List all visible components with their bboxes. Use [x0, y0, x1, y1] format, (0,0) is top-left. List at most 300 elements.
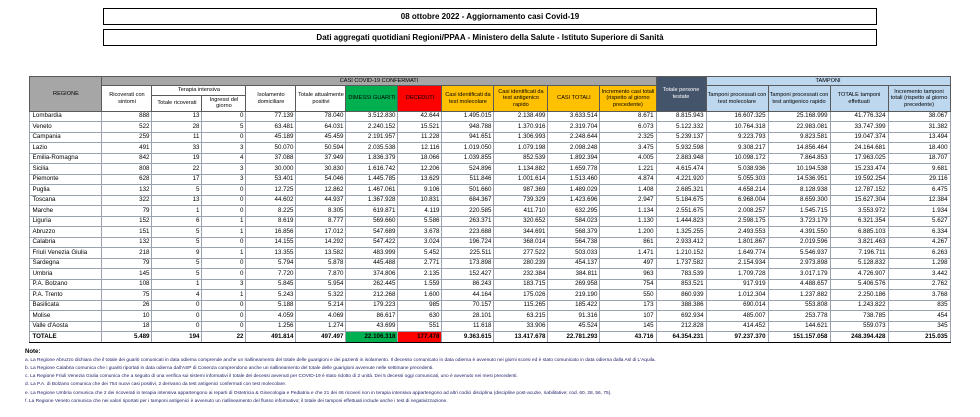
value-cell: 1.134	[600, 206, 656, 217]
value-cell: 584.023	[548, 216, 600, 227]
value-cell: 568.379	[548, 227, 600, 238]
value-cell: 454.137	[548, 258, 600, 269]
value-cell: 1.836.379	[346, 153, 398, 164]
value-cell: 277.522	[494, 248, 548, 259]
value-cell: 78.040	[296, 111, 346, 122]
value-cell: 44.164	[442, 290, 494, 301]
value-cell: 739.329	[494, 195, 548, 206]
value-cell: 860.939	[656, 290, 706, 301]
header-ricoverati-con-sintomi: Ricoverati con sintomi	[102, 86, 152, 111]
value-cell: 18.707	[888, 153, 950, 164]
value-cell: 0	[202, 185, 246, 196]
value-cell: 151.157.058	[768, 332, 830, 343]
value-cell: 4.391.550	[768, 227, 830, 238]
value-cell: 17	[152, 174, 202, 185]
value-cell: 888	[102, 111, 152, 122]
value-cell: 3.475	[600, 143, 656, 154]
value-cell: 6.321.354	[830, 216, 888, 227]
value-cell: 2.240.152	[346, 122, 398, 133]
value-cell: 38.067	[888, 111, 950, 122]
value-cell: 1.039.855	[442, 153, 494, 164]
value-cell: 253.778	[768, 311, 830, 322]
region-name-cell: P.A. Bolzano	[30, 279, 102, 290]
value-cell: 9.223.793	[706, 132, 768, 143]
value-cell: 1.001.614	[494, 174, 548, 185]
value-cell: 368.014	[494, 237, 548, 248]
value-cell: 25.168.999	[768, 111, 830, 122]
value-cell: 45.459	[296, 132, 346, 143]
value-cell: 183.715	[494, 279, 548, 290]
value-cell: 2.762	[888, 279, 950, 290]
value-cell: 1.130	[600, 216, 656, 227]
value-cell: 145	[600, 321, 656, 332]
value-cell: 18.066	[398, 153, 442, 164]
value-cell: 12.787.152	[830, 185, 888, 196]
value-cell: 5.239.137	[656, 132, 706, 143]
value-cell: 86.617	[346, 311, 398, 322]
value-cell: 3.768	[888, 290, 950, 301]
value-cell: 212.268	[346, 290, 398, 301]
value-cell: 132	[102, 185, 152, 196]
value-cell: 1.467.061	[346, 185, 398, 196]
value-cell: 22	[202, 332, 246, 343]
value-cell: 0	[202, 195, 246, 206]
totale-row	[30, 332, 950, 343]
value-cell: 2.250.186	[830, 290, 888, 301]
value-cell: 0	[202, 321, 246, 332]
value-cell: 0	[202, 132, 246, 143]
value-cell: 2.138.499	[494, 111, 548, 122]
value-cell: 2.098.248	[548, 143, 600, 154]
value-cell: 4.615.474	[656, 164, 706, 175]
value-cell: 5.322	[296, 290, 346, 301]
value-cell: 1.513.460	[548, 174, 600, 185]
value-cell: 220.585	[442, 206, 494, 217]
table-row	[30, 227, 950, 238]
value-cell: 4.874	[600, 174, 656, 185]
value-cell: 5.845	[246, 279, 296, 290]
value-cell: 22.983.081	[768, 122, 830, 133]
value-cell: 1.221	[600, 164, 656, 175]
value-cell: 2.598.175	[706, 216, 768, 227]
value-cell: 0	[202, 111, 246, 122]
value-cell: 941.651	[442, 132, 494, 143]
value-cell: 5.627	[888, 216, 950, 227]
value-cell: 1	[202, 216, 246, 227]
value-cell: 1	[202, 248, 246, 259]
notes-section	[25, 349, 955, 405]
header-isolamento-domiciliare: Isolamento domiciliare	[246, 86, 296, 111]
header-dimessi-guariti: DIMESSI GUARITI	[346, 86, 398, 111]
value-cell: 11.618	[442, 321, 494, 332]
value-cell: 5	[152, 269, 202, 280]
value-cell: 232.384	[494, 269, 548, 280]
value-cell: 553.808	[768, 300, 830, 311]
value-cell: 1.134.882	[494, 164, 548, 175]
value-cell: 13.629	[398, 174, 442, 185]
value-cell: 97.237.370	[706, 332, 768, 343]
value-cell: 215.035	[888, 332, 950, 343]
value-cell: 10	[102, 311, 152, 322]
value-cell: 511.846	[442, 174, 494, 185]
value-cell: 5.122.332	[656, 122, 706, 133]
header-incremento-tamponi: Incremento tamponi totali (rispetto al giorno precedente)	[888, 86, 950, 111]
value-cell: 411.710	[494, 206, 548, 217]
value-cell: 5.794	[246, 258, 296, 269]
value-cell: 12.116	[398, 143, 442, 154]
value-cell: 7.196.711	[830, 248, 888, 259]
value-cell: 320.652	[494, 216, 548, 227]
note-item: f. La Regione Veneto comunica che nei valori riportati per i tamponi antigenici è avvenuto un riallineamento del flusso informativo; il totale dei tamponi effettuati include anche i test di negativizzazione.	[25, 398, 448, 404]
title-box-subtitle	[103, 29, 877, 46]
value-cell: 1.325.255	[656, 227, 706, 238]
value-cell: 4.658.214	[706, 185, 768, 196]
value-cell: 564.738	[548, 237, 600, 248]
table-row	[30, 311, 950, 322]
value-cell: 1.649.774	[706, 248, 768, 259]
value-cell: 7.864.853	[768, 153, 830, 164]
value-cell: 13.417.678	[494, 332, 548, 343]
value-cell: 1.659.778	[548, 164, 600, 175]
value-cell: 19	[152, 153, 202, 164]
value-cell: 2.325	[600, 132, 656, 143]
value-cell: 2.493.553	[706, 227, 768, 238]
value-cell: 3.512.830	[346, 111, 398, 122]
value-cell: 3.442	[888, 269, 950, 280]
value-cell: 177.478	[398, 332, 442, 343]
value-cell: 1.298	[888, 258, 950, 269]
value-cell: 8.619	[246, 216, 296, 227]
value-cell: 5.546.937	[768, 248, 830, 259]
value-cell: 151	[102, 227, 152, 238]
value-cell: 9	[152, 248, 202, 259]
value-cell: 152.427	[442, 269, 494, 280]
header-ti-totale-ricoverati: Totale ricoverati	[152, 95, 202, 111]
value-cell: 491.814	[246, 332, 296, 343]
value-cell: 63.481	[246, 122, 296, 133]
value-cell: 26	[102, 300, 152, 311]
region-name-cell: Lombardia	[30, 111, 102, 122]
note-item: d. La P.A. di Bolzano comunica che dei 754 nuovi casi positivi, 2 derivano da test antigenici confermati con test molecolare.	[25, 382, 287, 388]
value-cell: 1.210.152	[656, 248, 706, 259]
value-cell: 77.139	[246, 111, 296, 122]
value-cell: 173.898	[442, 258, 494, 269]
value-cell: 808	[102, 164, 152, 175]
value-cell: 963	[600, 269, 656, 280]
value-cell: 13	[152, 111, 202, 122]
value-cell: 29.116	[888, 174, 950, 185]
value-cell: 37.949	[296, 153, 346, 164]
value-cell: 4	[152, 290, 202, 301]
value-cell: 2.771	[398, 258, 442, 269]
value-cell: 1.256	[246, 321, 296, 332]
value-cell: 3	[202, 279, 246, 290]
value-cell: 1.200	[600, 227, 656, 238]
value-cell: 684.367	[442, 195, 494, 206]
value-cell: 5.489	[102, 332, 152, 343]
value-cell: 14.536.951	[768, 174, 830, 185]
table-row	[30, 279, 950, 290]
value-cell: 2.248.644	[548, 132, 600, 143]
value-cell: 8.777	[296, 216, 346, 227]
value-cell: 483.999	[346, 248, 398, 259]
value-cell: 2.019.596	[768, 237, 830, 248]
value-cell: 43.699	[346, 321, 398, 332]
value-cell: 8.128.938	[768, 185, 830, 196]
value-cell: 1.471	[600, 248, 656, 259]
header-incremento-casi-totali: Incremento casi totali (rispetto al giorno precedente)	[600, 86, 656, 111]
value-cell: 28	[152, 122, 202, 133]
value-cell: 0	[152, 321, 202, 332]
value-cell: 86.243	[442, 279, 494, 290]
value-cell: 17.012	[296, 227, 346, 238]
value-cell: 619.871	[346, 206, 398, 217]
header-tamponi-molecolare: Tamponi processati con test molecolare	[706, 86, 768, 111]
region-name-cell: Lazio	[30, 143, 102, 154]
region-name-cell: Sardegna	[30, 258, 102, 269]
value-cell: 33.747.399	[830, 122, 888, 133]
header-totale-persone-testate: Totale persone testate	[656, 77, 706, 112]
value-cell: 4.488.657	[768, 279, 830, 290]
value-cell: 9.308.217	[706, 143, 768, 154]
value-cell: 5.188	[246, 300, 296, 311]
value-cell: 374.806	[346, 269, 398, 280]
value-cell: 15.627.304	[830, 195, 888, 206]
value-cell: 2.933.412	[656, 237, 706, 248]
value-cell: 4.005	[600, 153, 656, 164]
value-cell: 10.764.318	[706, 122, 768, 133]
region-name-cell: Marche	[30, 206, 102, 217]
value-cell: 63.215	[494, 311, 548, 322]
value-cell: 9.823.581	[768, 132, 830, 143]
value-cell: 2.947	[600, 195, 656, 206]
value-cell: 630	[398, 311, 442, 322]
header-totale-tamponi: TOTALE tamponi effettuati	[830, 86, 888, 111]
region-name-cell: Friuli Venezia Giulia	[30, 248, 102, 259]
value-cell: 985	[398, 300, 442, 311]
value-cell: 30.830	[296, 164, 346, 175]
value-cell: 5.184.675	[656, 195, 706, 206]
value-cell: 33.906	[494, 321, 548, 332]
value-cell: 1.801.867	[706, 237, 768, 248]
table-row	[30, 258, 950, 269]
value-cell: 861	[600, 237, 656, 248]
header-casi-test-molecolare: Casi identificati da test molecolare	[442, 86, 494, 111]
region-name-cell: Basilicata	[30, 300, 102, 311]
value-cell: 4.726.907	[830, 269, 888, 280]
table-row	[30, 237, 950, 248]
value-cell: 497	[600, 258, 656, 269]
table-row	[30, 111, 950, 122]
value-cell: 754	[600, 279, 656, 290]
value-cell: 491	[102, 143, 152, 154]
value-cell: 225.511	[442, 248, 494, 259]
value-cell: 322	[102, 195, 152, 206]
value-cell: 1	[202, 227, 246, 238]
table-row	[30, 164, 950, 175]
value-cell: 64.031	[296, 122, 346, 133]
value-cell: 6.334	[888, 227, 950, 238]
value-cell: 2.135	[398, 269, 442, 280]
value-cell: 388.386	[656, 300, 706, 311]
value-cell: 4.221.920	[656, 174, 706, 185]
value-cell: 852.539	[494, 153, 548, 164]
header-casi-test-antigenico: Casi identificati da test antigenico rapido	[494, 86, 548, 111]
value-cell: 6.885.103	[830, 227, 888, 238]
value-cell: 13.494	[888, 132, 950, 143]
value-cell: 53.401	[246, 174, 296, 185]
notes-list	[25, 358, 955, 405]
value-cell: 13	[152, 195, 202, 206]
value-cell: 5.038.936	[706, 164, 768, 175]
value-cell: 185.422	[548, 300, 600, 311]
value-cell: 1.600	[398, 290, 442, 301]
value-cell: 6.968.004	[706, 195, 768, 206]
table-row	[30, 174, 950, 185]
value-cell: 2.551.675	[656, 206, 706, 217]
value-cell: 0	[152, 311, 202, 322]
table-body	[30, 111, 950, 342]
value-cell: 842	[102, 153, 152, 164]
value-cell: 1.709.728	[706, 269, 768, 280]
note-item: b. La Regione Calabria comunica che i guariti riportati in data odierna dall'ASP di Cosenza comprendono anche un riallineamento del totale delle guarigioni avvenute nelle settimane precedenti.	[25, 365, 434, 371]
value-cell: 22.781.293	[548, 332, 600, 343]
table-row	[30, 206, 950, 217]
value-cell: 0	[202, 237, 246, 248]
value-cell: 1.012.304	[706, 290, 768, 301]
value-cell: 738.785	[830, 311, 888, 322]
value-cell: 5	[152, 227, 202, 238]
value-cell: 497.497	[296, 332, 346, 343]
table-row	[30, 321, 950, 332]
note-item: e. La Regione Umbria comunica che 2 dei ricoverati in terapia intensiva appartengono ai reparti di Ostetricia & Ginecologia e Pediatria e che 21 dei 46 ricoveri non in terapia intensiva appartengono ad altri codici disciplina (discipline post-acuzie, riabilitative; cod. 60, 28, 56, 75).	[25, 390, 612, 396]
value-cell: 917.919	[706, 279, 768, 290]
value-cell: 6.475	[888, 185, 950, 196]
value-cell: 194	[152, 332, 202, 343]
header-regione: REGIONE	[30, 77, 102, 112]
value-cell: 2.008.257	[706, 206, 768, 217]
region-name-cell: P.A. Trento	[30, 290, 102, 301]
value-cell: 31.382	[888, 122, 950, 133]
value-cell: 145	[102, 269, 152, 280]
value-cell: 54.046	[296, 174, 346, 185]
value-cell: 19.047.374	[830, 132, 888, 143]
value-cell: 42.644	[398, 111, 442, 122]
notes-title: Note:	[25, 348, 41, 355]
region-name-cell: Piemonte	[30, 174, 102, 185]
value-cell: 0	[202, 258, 246, 269]
value-cell: 414.452	[706, 321, 768, 332]
value-cell: 115.265	[494, 300, 548, 311]
value-cell: 0	[202, 269, 246, 280]
value-cell: 2.319.704	[548, 122, 600, 133]
value-cell: 2.035.538	[346, 143, 398, 154]
region-name-cell: Abruzzo	[30, 227, 102, 238]
value-cell: 1.934	[888, 206, 950, 217]
value-cell: 15.233.474	[830, 164, 888, 175]
value-cell: 13.355	[246, 248, 296, 259]
banner-row	[30, 77, 950, 86]
region-name-cell: Veneto	[30, 122, 102, 133]
value-cell: 345	[888, 321, 950, 332]
value-cell: 853.521	[656, 279, 706, 290]
region-name-cell: Campania	[30, 132, 102, 143]
value-cell: 1.367.928	[346, 195, 398, 206]
header-casi-confermati-banner: CASI COVID-19 CONFERMATI	[102, 77, 656, 86]
table-row	[30, 122, 950, 133]
header-tamponi-antigenico: Tamponi processati con test antigenico rapido	[768, 86, 830, 111]
value-cell: 9.363.615	[442, 332, 494, 343]
value-cell: 50.594	[296, 143, 346, 154]
value-cell: 70.157	[442, 300, 494, 311]
value-cell: 1	[202, 290, 246, 301]
title-box-date	[103, 8, 877, 25]
value-cell: 218	[102, 248, 152, 259]
value-cell: 551	[398, 321, 442, 332]
value-cell: 79	[102, 258, 152, 269]
table-row	[30, 195, 950, 206]
value-cell: 692.934	[656, 311, 706, 322]
header-casi-totali: CASI TOTALI	[548, 86, 600, 111]
header-deceduti: DECEDUTI	[398, 86, 442, 111]
value-cell: 3	[202, 164, 246, 175]
value-cell: 547.422	[346, 237, 398, 248]
value-cell: 4.119	[398, 206, 442, 217]
value-cell: 262.445	[346, 279, 398, 290]
region-name-cell: Liguria	[30, 216, 102, 227]
table-row	[30, 248, 950, 259]
value-cell: 9.681	[888, 164, 950, 175]
table-row	[30, 290, 950, 301]
value-cell: 3.678	[398, 227, 442, 238]
value-cell: 5.932.598	[656, 143, 706, 154]
value-cell: 11.228	[398, 132, 442, 143]
value-cell: 12.725	[246, 185, 296, 196]
value-cell: 8.225	[246, 206, 296, 217]
value-cell: 175.026	[494, 290, 548, 301]
value-cell: 835	[888, 300, 950, 311]
header-terapia-intensiva: Terapia intensiva	[152, 86, 246, 95]
value-cell: 5.878	[296, 258, 346, 269]
value-cell: 948.788	[442, 122, 494, 133]
value-cell: 2.154.934	[706, 258, 768, 269]
value-cell: 5.128.832	[830, 258, 888, 269]
value-cell: 4	[202, 153, 246, 164]
value-cell: 690.014	[706, 300, 768, 311]
value-cell: 1.737.582	[656, 258, 706, 269]
value-cell: 5.586	[398, 216, 442, 227]
region-name-cell: Sicilia	[30, 164, 102, 175]
value-cell: 3.017.179	[768, 269, 830, 280]
value-cell: 5.452	[398, 248, 442, 259]
value-cell: 16.856	[246, 227, 296, 238]
value-cell: 1.892.394	[548, 153, 600, 164]
region-name-cell: TOTALE	[30, 332, 102, 343]
value-cell: 1.616.742	[346, 164, 398, 175]
value-cell: 44.937	[296, 195, 346, 206]
value-cell: 45.524	[548, 321, 600, 332]
value-cell: 28.101	[442, 311, 494, 322]
report-date-title: 08 ottobre 2022 - Aggiornamento casi Covid-19	[400, 12, 580, 21]
value-cell: 344.691	[494, 227, 548, 238]
value-cell: 10.098.172	[706, 153, 768, 164]
value-cell: 4.267	[888, 237, 950, 248]
value-cell: 559.073	[830, 321, 888, 332]
covid-data-table	[29, 76, 950, 343]
region-name-cell: Valle d'Aosta	[30, 321, 102, 332]
value-cell: 3.553.972	[830, 206, 888, 217]
value-cell: 7.870	[296, 269, 346, 280]
